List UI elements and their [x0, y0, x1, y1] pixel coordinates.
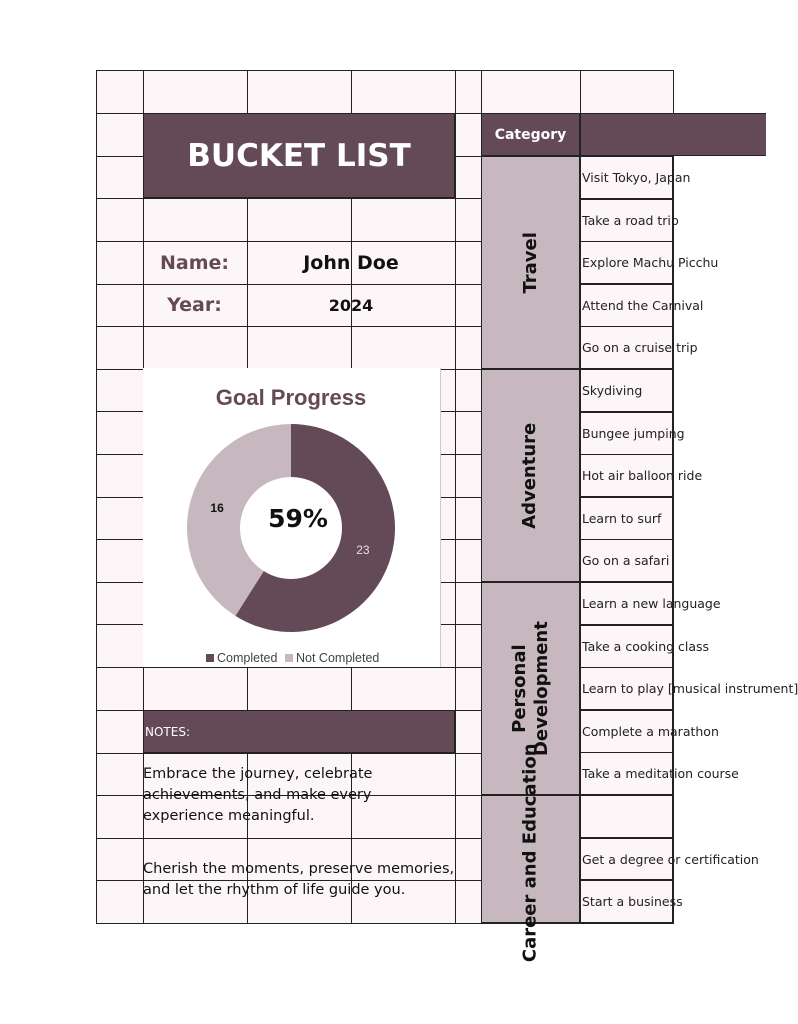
grid-cell[interactable]: [580, 70, 674, 114]
legend-swatch: [285, 654, 293, 662]
grid-cell[interactable]: [247, 326, 352, 370]
list-item[interactable]: Complete a marathon: [580, 710, 673, 753]
pie-data-label: 16: [210, 501, 224, 516]
list-item[interactable]: Learn to play [musical instrument]: [580, 667, 673, 710]
grid-cell[interactable]: [96, 667, 144, 711]
grid-cell[interactable]: [455, 411, 482, 455]
grid-cell[interactable]: [455, 369, 482, 412]
grid-cell[interactable]: [455, 539, 482, 583]
grid-cell[interactable]: [96, 539, 144, 583]
grid-cell[interactable]: [455, 156, 482, 199]
grid-cell[interactable]: [455, 454, 482, 498]
grid-cell[interactable]: [96, 710, 144, 754]
grid-cell[interactable]: [96, 497, 144, 540]
grid-cell[interactable]: [96, 113, 144, 157]
legend-label: Completed: [217, 651, 278, 665]
list-item[interactable]: Skydiving: [580, 369, 673, 412]
note-1[interactable]: Embrace the journey, celebrate achievements, and make every experience meaningful.: [143, 766, 373, 824]
grid-cell[interactable]: [455, 241, 482, 285]
grid-cell[interactable]: [455, 753, 482, 796]
grid-cell[interactable]: [96, 70, 144, 114]
grid-cell[interactable]: [143, 198, 248, 242]
grid-cell[interactable]: [96, 582, 144, 625]
grid-cell[interactable]: [455, 113, 482, 157]
year-label: Year:: [167, 294, 222, 316]
grid-cell[interactable]: [96, 624, 144, 668]
grid-cell[interactable]: [481, 70, 581, 114]
list-item[interactable]: Take a meditation course: [580, 752, 673, 795]
grid-cell[interactable]: [143, 326, 248, 370]
grid-cell[interactable]: [455, 284, 482, 327]
list-item[interactable]: [580, 795, 673, 838]
list-item[interactable]: Go on a cruise trip: [580, 326, 673, 369]
grid-cell[interactable]: [96, 369, 144, 412]
legend-swatch: [206, 654, 214, 662]
grid-cell[interactable]: [455, 667, 482, 711]
chart-title: Goal Progress: [215, 385, 367, 410]
name-label: Name:: [159, 251, 229, 274]
grid-cell[interactable]: [455, 710, 482, 754]
grid-cell[interactable]: [455, 326, 482, 370]
category-career-education: Career and Education: [481, 795, 580, 923]
list-item[interactable]: Start a business: [580, 880, 673, 923]
category-header: Category: [481, 113, 580, 156]
list-item[interactable]: Take a cooking class: [580, 625, 673, 668]
grid-cell[interactable]: [247, 198, 352, 242]
goal-progress-chart: [143, 368, 441, 667]
grid-cell[interactable]: [96, 795, 144, 839]
list-item[interactable]: Take a road trip: [580, 199, 673, 242]
grid-cell[interactable]: [96, 241, 144, 285]
name-value[interactable]: John Doe: [303, 251, 399, 274]
grid-cell[interactable]: [96, 753, 144, 796]
note-2[interactable]: Cherish the moments, preserve memories, and let the rhythm of life guide you.: [143, 861, 455, 898]
grid-cell[interactable]: [96, 838, 144, 881]
item-header: [580, 113, 766, 156]
list-item[interactable]: Learn a new language: [580, 582, 673, 625]
grid-cell[interactable]: [143, 70, 248, 114]
grid-cell[interactable]: [351, 198, 456, 242]
category-personal-development: Personal Development: [481, 582, 580, 795]
list-item[interactable]: Attend the Carnival: [580, 284, 673, 327]
grid-cell[interactable]: [96, 198, 144, 242]
grid-cell[interactable]: [351, 326, 456, 370]
year-value[interactable]: 2024: [328, 295, 374, 315]
pie-data-label: 23: [356, 542, 370, 557]
grid-cell[interactable]: [96, 411, 144, 455]
list-item[interactable]: Hot air balloon ride: [580, 454, 673, 497]
grid-cell[interactable]: [351, 70, 456, 114]
grid-cell[interactable]: [455, 582, 482, 625]
list-item[interactable]: Explore Machu Picchu: [580, 241, 673, 284]
grid-cell[interactable]: [455, 198, 482, 242]
list-item[interactable]: Visit Tokyo, Japan: [580, 156, 673, 199]
legend-label: Not Completed: [296, 651, 380, 665]
grid-cell[interactable]: [455, 795, 482, 839]
grid-cell[interactable]: [455, 624, 482, 668]
grid-cell[interactable]: [96, 326, 144, 370]
donut-chart: [143, 368, 441, 667]
notes-header: NOTES:: [143, 710, 455, 753]
grid-cell[interactable]: [455, 838, 482, 881]
list-item[interactable]: Go on a safari: [580, 539, 673, 582]
list-item[interactable]: Learn to surf: [580, 497, 673, 540]
grid-cell[interactable]: [96, 156, 144, 199]
grid-cell[interactable]: [351, 667, 456, 711]
grid-cell[interactable]: [96, 284, 144, 327]
grid-cell[interactable]: [455, 880, 482, 924]
grid-cell[interactable]: [247, 667, 352, 711]
list-item[interactable]: Bungee jumping: [580, 412, 673, 455]
chart-center-label: 59%: [268, 504, 328, 533]
grid-cell[interactable]: [143, 667, 248, 711]
grid-cell[interactable]: [96, 454, 144, 498]
bucket-list-title: BUCKET LIST: [143, 113, 455, 198]
grid-cell[interactable]: [247, 70, 352, 114]
grid-cell[interactable]: [96, 880, 144, 924]
category-adventure: Adventure: [481, 369, 580, 582]
grid-cell[interactable]: [455, 497, 482, 540]
category-travel: Travel: [481, 156, 580, 369]
grid-cell[interactable]: [455, 70, 482, 114]
list-item[interactable]: Get a degree or certification: [580, 838, 673, 880]
